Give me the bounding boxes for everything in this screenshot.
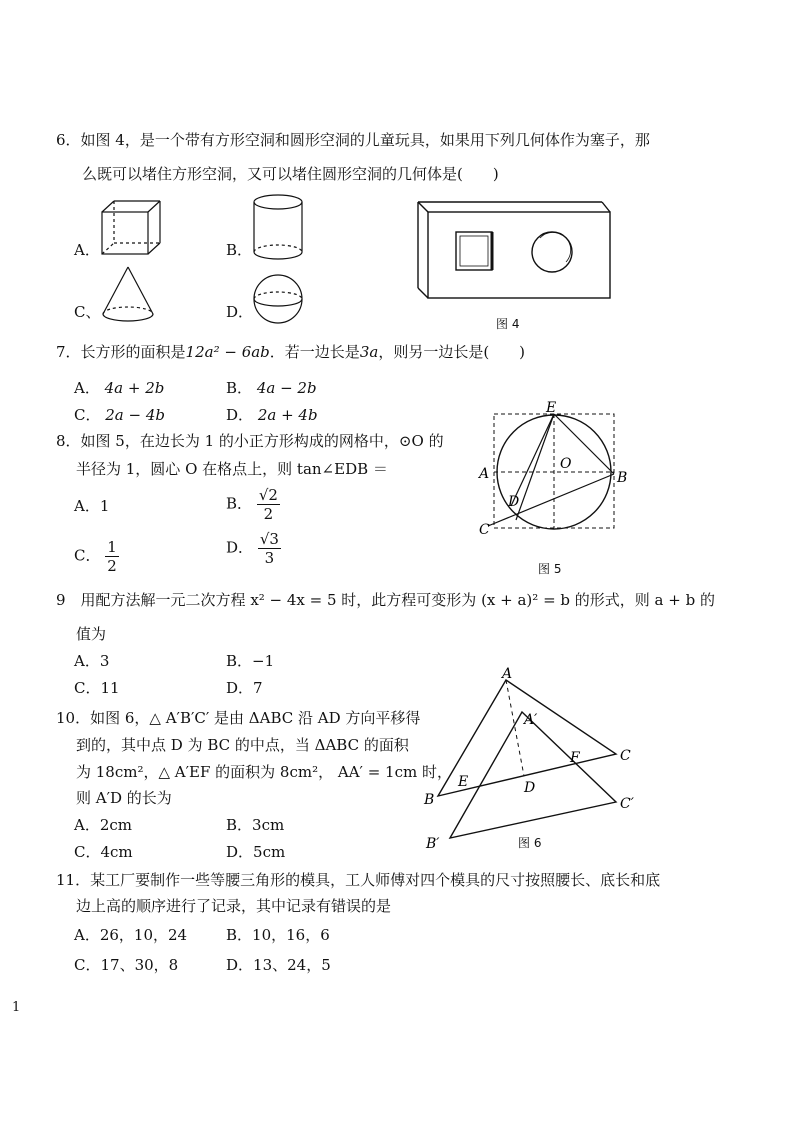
q8-stem-line1: 8．如图 5，在边长为 1 的小正方形构成的网格中，⊙O 的 <box>56 432 444 450</box>
q7-stem-post: ，则另一边长是( ) <box>378 343 526 361</box>
fig6-label-d: D <box>524 780 536 796</box>
q6-option-b-label: B． <box>226 241 253 259</box>
q8-option-d-numerator: √3 <box>259 530 279 548</box>
cube-figure <box>96 198 166 258</box>
q8-option-b-fraction <box>257 486 280 523</box>
q8-option-b-denominator: 2 <box>263 505 274 523</box>
fig6-label-b-prime: B′ <box>426 836 440 852</box>
q9-stem-line1: 9 用配方法解一元二次方程 x² − 4x = 5 时，此方程可变形为 (x + a)² = b 的形式，则 a + b 的 <box>56 591 715 609</box>
q7-stem-mid: ．若一边长是 <box>269 343 360 361</box>
q6-option-a-label: A． <box>74 241 100 259</box>
q6-stem-line2: 么既可以堵住方形空洞，又可以堵住圆形空洞的几何体是( ) <box>82 165 499 183</box>
q10-stem-line1: 10．如图 6，△ A′B′C′ 是由 ΔABC 沿 AD 方向平移得 <box>56 709 421 727</box>
q9-option-a: A．3 <box>74 652 110 670</box>
q10-option-b: B．3cm <box>226 816 285 834</box>
q9-option-b: B．−1 <box>226 652 275 670</box>
q9-option-c: C．11 <box>74 679 120 697</box>
q11-option-b: B．10，16，6 <box>226 926 330 944</box>
q11-option-a: A．26，10，24 <box>74 926 188 944</box>
q8-option-c-label: C． <box>74 546 101 565</box>
q8-option-d <box>226 530 281 567</box>
fig5-label-o: O <box>560 456 572 472</box>
figure-6-triangles <box>420 662 640 852</box>
q11-option-d: D．13、24，5 <box>226 956 331 974</box>
q7-option-c-label: C． <box>74 406 101 424</box>
figure-6-caption: 图 6 <box>518 836 542 850</box>
q10-option-d: D．5cm <box>226 843 286 861</box>
q8-option-d-label: D． <box>226 538 254 557</box>
fig6-label-c-prime: C′ <box>620 796 634 812</box>
fig5-label-a: A <box>479 466 490 482</box>
q7-stem <box>56 342 525 362</box>
q10-option-c: C．4cm <box>74 843 133 861</box>
fig5-label-b: B <box>617 470 628 486</box>
q10-stem-line2: 到的，其中点 D 为 BC 的中点，当 ΔABC 的面积 <box>76 736 409 754</box>
q11-stem-line2: 边上高的顺序进行了记录，其中记录有错误的是 <box>76 897 392 915</box>
q8-option-b <box>226 486 280 523</box>
q8-stem-line2: 半径为 1，圆心 O 在格点上，则 tan∠EDB ＝ <box>76 460 388 478</box>
q8-option-a: A．1 <box>74 497 110 515</box>
q8-option-c-denominator: 2 <box>107 557 117 575</box>
cylinder-figure <box>248 192 308 264</box>
q10-stem-line3: 为 18cm²，△ A′EF 的面积为 8cm²， AA′ = 1cm 时， <box>76 763 452 781</box>
q7-option-c <box>74 405 165 425</box>
q8-option-d-denominator: 3 <box>264 549 275 567</box>
fig6-label-e: E <box>458 774 469 790</box>
q7-option-d-expr: 2a + 4b <box>257 406 318 424</box>
fig6-label-a: A <box>502 666 513 682</box>
fig6-label-b: B <box>424 792 435 808</box>
q7-option-b <box>226 378 317 398</box>
q6-stem-line1: 6．如图 4，是一个带有方形空洞和圆形空洞的儿童玩具，如果用下列几何体作为塞子，那 <box>56 131 650 149</box>
q7-option-a <box>74 378 164 398</box>
q7-area-expression: 12a² − 6ab <box>185 343 270 361</box>
q8-option-c-fraction <box>105 538 119 575</box>
figure-5-caption: 图 5 <box>538 562 562 576</box>
q6-option-c-label: C、 <box>74 303 101 321</box>
q8-option-b-numerator: √2 <box>258 486 278 504</box>
q7-side-length: 3a <box>359 343 379 361</box>
q7-option-a-label: A． <box>74 379 100 397</box>
toy-block-figure <box>416 198 616 308</box>
q7-option-b-expr: 4a − 2b <box>256 379 317 397</box>
q10-stem-line4: 则 A′D 的长为 <box>76 789 172 807</box>
q7-option-d-label: D． <box>226 406 254 424</box>
figure-4-caption: 图 4 <box>496 317 520 331</box>
q6-option-d-label: D． <box>226 303 254 321</box>
q7-stem-pre: 7．长方形的面积是 <box>56 343 186 361</box>
fig5-label-d: D <box>508 494 520 510</box>
q8-option-c-numerator: 1 <box>107 538 117 556</box>
fig6-label-f: F <box>570 750 580 766</box>
q8-option-c <box>74 538 119 575</box>
q7-option-c-expr: 2a − 4b <box>105 406 166 424</box>
q7-option-d <box>226 405 318 425</box>
fig6-label-c: C <box>620 748 631 764</box>
q11-option-c: C．17、30，8 <box>74 956 179 974</box>
sphere-figure <box>250 272 306 326</box>
q7-option-b-label: B． <box>226 379 253 397</box>
fig5-label-e: E <box>546 400 557 416</box>
q8-option-b-label: B． <box>226 494 253 513</box>
q10-option-a: A．2cm <box>74 816 133 834</box>
q9-stem-line2: 值为 <box>76 625 107 643</box>
figure-5-grid-circle <box>476 402 636 542</box>
cone-figure <box>98 264 158 326</box>
q8-option-d-fraction <box>258 530 281 567</box>
page-number: 1 <box>12 1000 21 1015</box>
q9-option-d: D．7 <box>226 679 263 697</box>
fig5-label-c: C <box>479 522 490 538</box>
fig6-label-a-prime: A′ <box>524 712 538 728</box>
q7-option-a-expr: 4a + 2b <box>104 379 165 397</box>
q11-stem-line1: 11．某工厂要制作一些等腰三角形的模具，工人师傅对四个模具的尺寸按照腰长、底长和底 <box>56 871 661 889</box>
